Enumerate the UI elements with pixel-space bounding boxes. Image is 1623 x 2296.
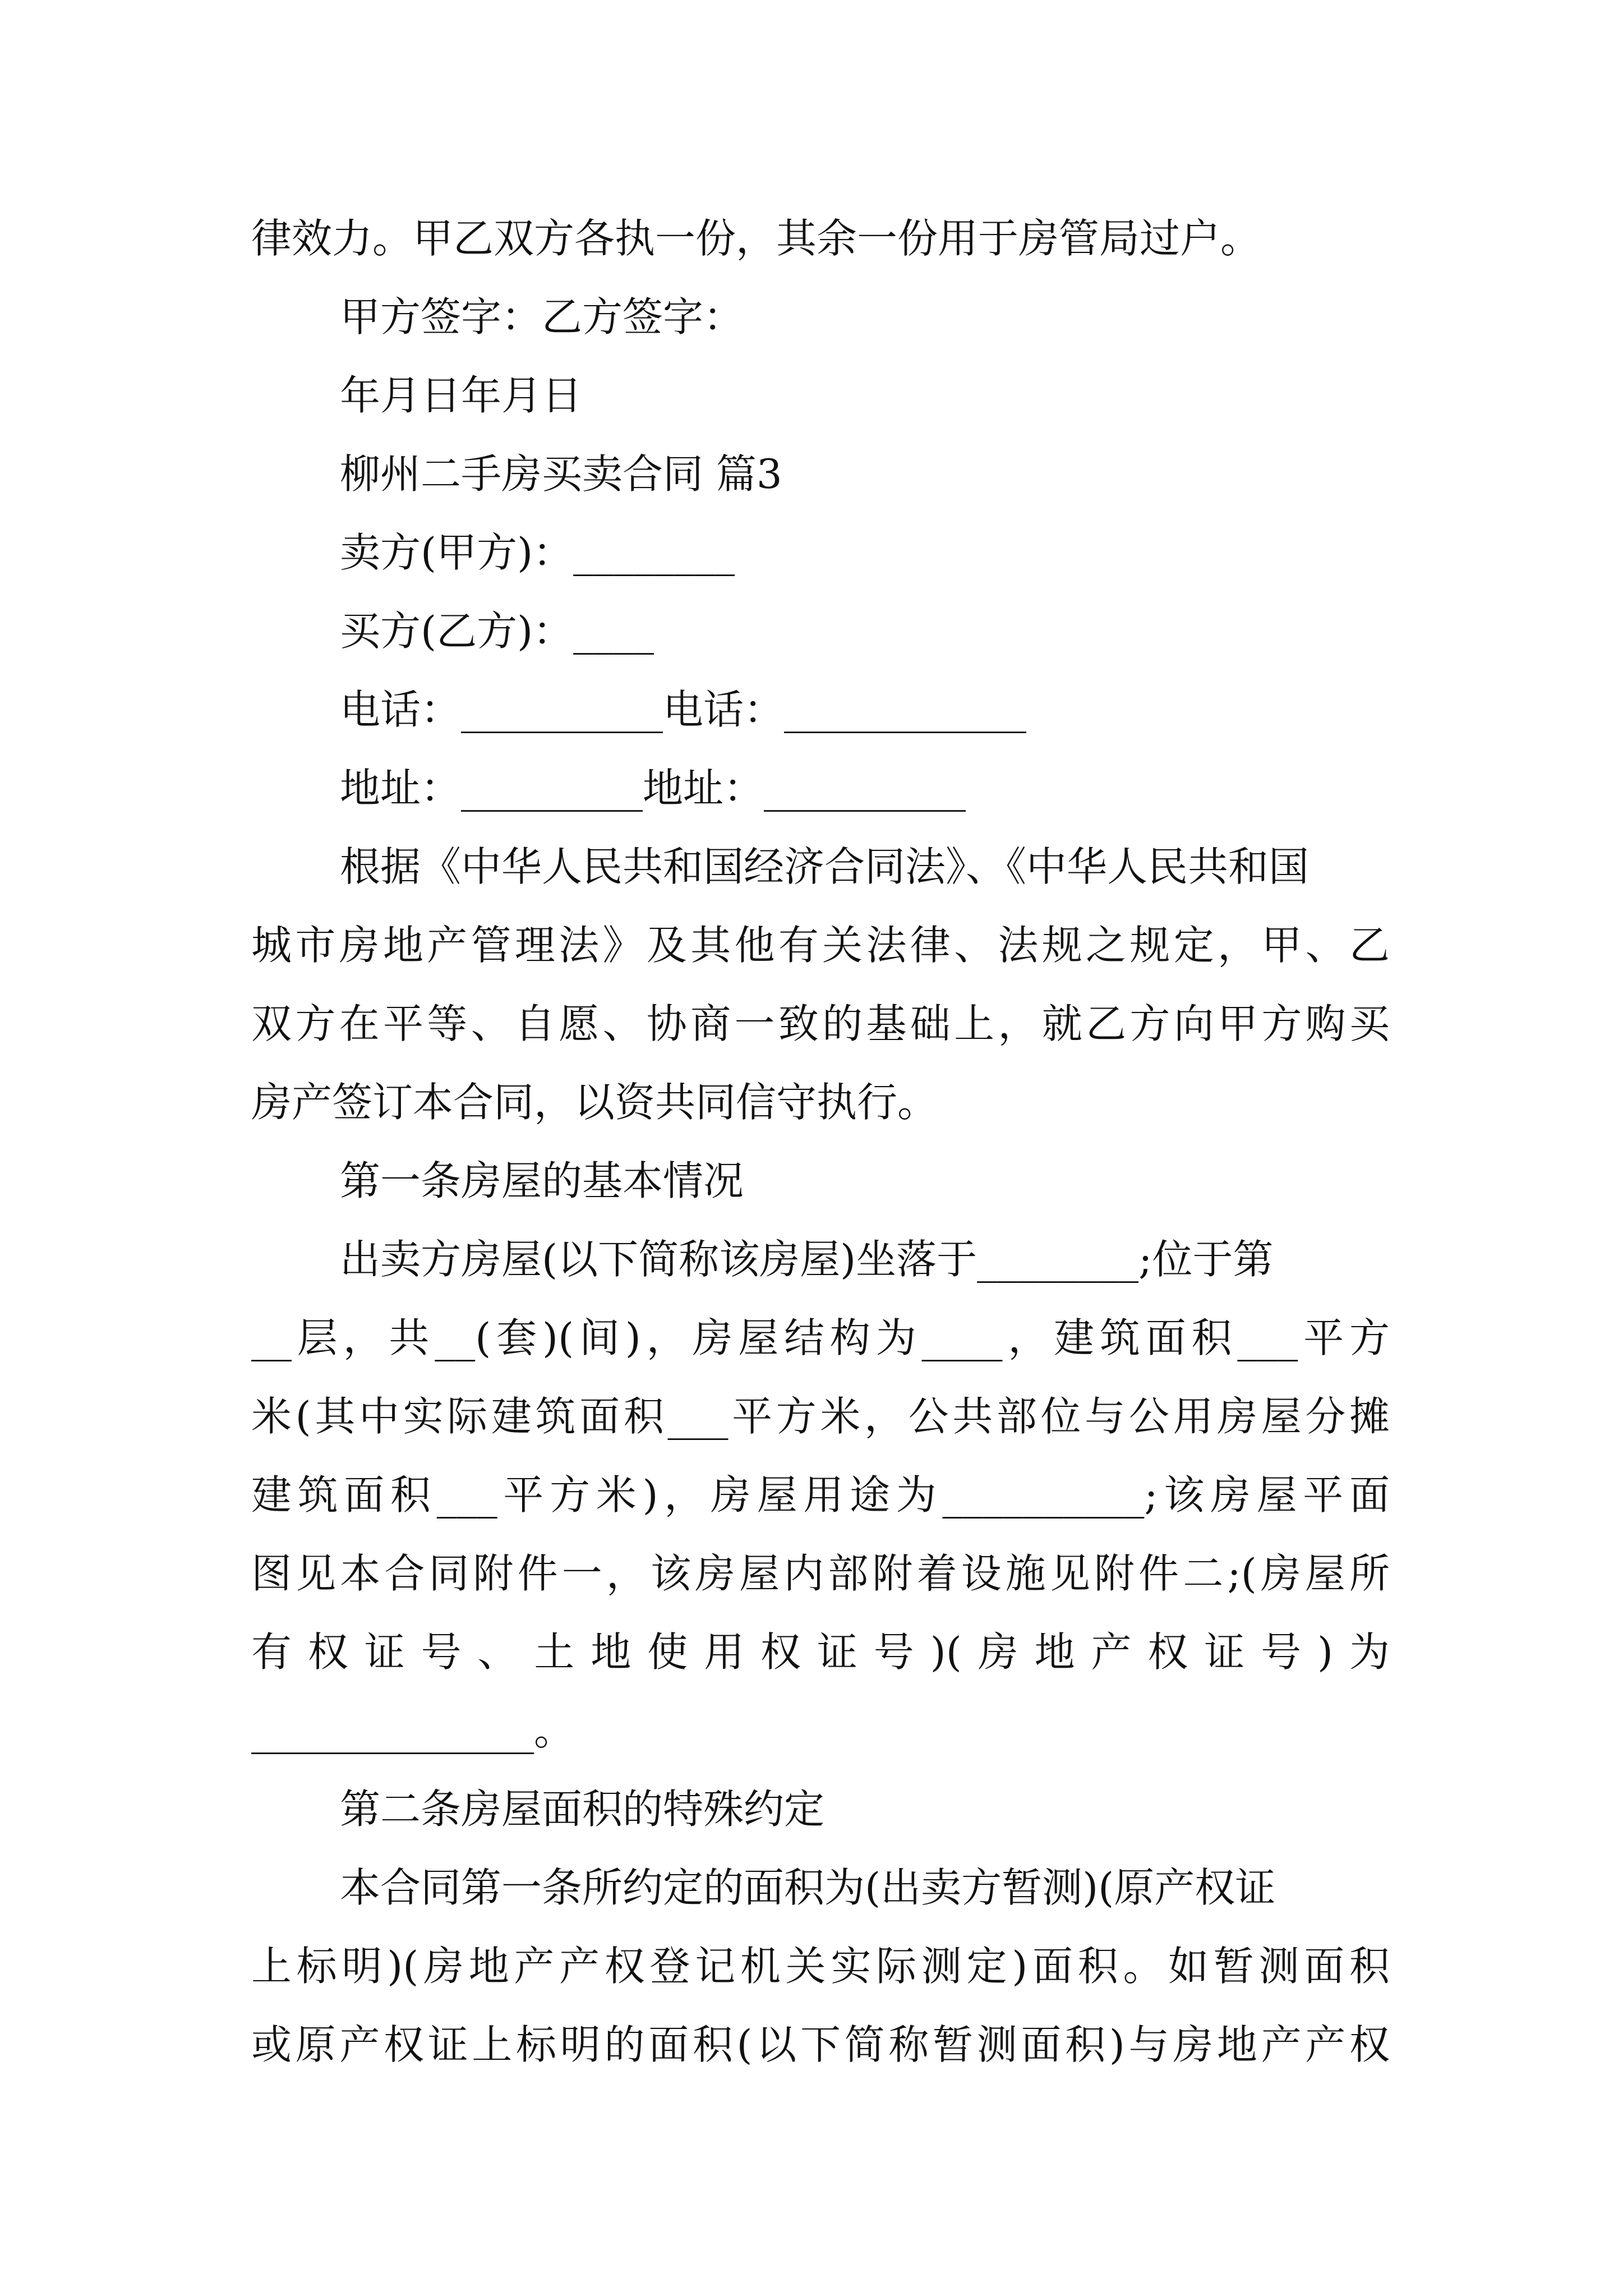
buyer-field: 买方(乙方)：____ [340,608,654,655]
text-line: __层，共__(套)(间)，房屋结构为____，建筑面积___平方 [251,1314,1390,1361]
text-line: 双方在平等、自愿、协商一致的基础上，就乙方向甲方购买 [251,1000,1390,1047]
seller-field: 卖方(甲方)：________ [340,529,735,576]
article-heading: 第一条房屋的基本情况 [340,1157,744,1204]
text-line: 本合同第一条所约定的面积为(出卖方暂测)(原产权证 [340,1864,1276,1911]
text-line: 建筑面积___平方米)，房屋用途为__________;该房屋平面 [251,1471,1390,1519]
article-heading: 第二条房屋面积的特殊约定 [340,1786,825,1833]
text-line: 房产签订本合同，以资共同信守执行。 [251,1079,938,1126]
text-line: 或原产权证上标明的面积(以下简称暂测面积)与房地产产权 [251,2021,1390,2068]
text-line: ______________。 [251,1707,574,1754]
phone-field: 电话：__________电话：____________ [340,686,1027,733]
text-line: 图见本合同附件一，该房屋内部附着设施见附件二;(房屋所 [251,1550,1390,1597]
date-line: 年月日年月日 [340,372,583,419]
text-line: 城市房地产管理法》及其他有关法律、法规之规定，甲、乙 [251,922,1390,969]
text-line: 律效力。甲乙双方各执一份，其余一份用于房管局过户。 [251,215,1261,262]
section-title: 柳州二手房买卖合同 篇3 [340,450,782,498]
text-line: 上标明)(房地产产权登记机关实际测定)面积。如暂测面积 [251,1943,1390,1990]
text-line: 米(其中实际建筑面积___平方米，公共部位与公用房屋分摊 [251,1393,1390,1440]
text-line: 有权证号、土地使用权证号)(房地产权证号)为 [251,1628,1390,1676]
text-line: 根据《中华人民共和国经济合同法》、《中华人民共和国 [340,843,1310,890]
address-field: 地址：_________地址：__________ [340,765,966,812]
signature-line: 甲方签字：乙方签字： [340,293,744,341]
text-line: 出卖方房屋(以下简称该房屋)坐落于________;位于第 [340,1236,1274,1283]
